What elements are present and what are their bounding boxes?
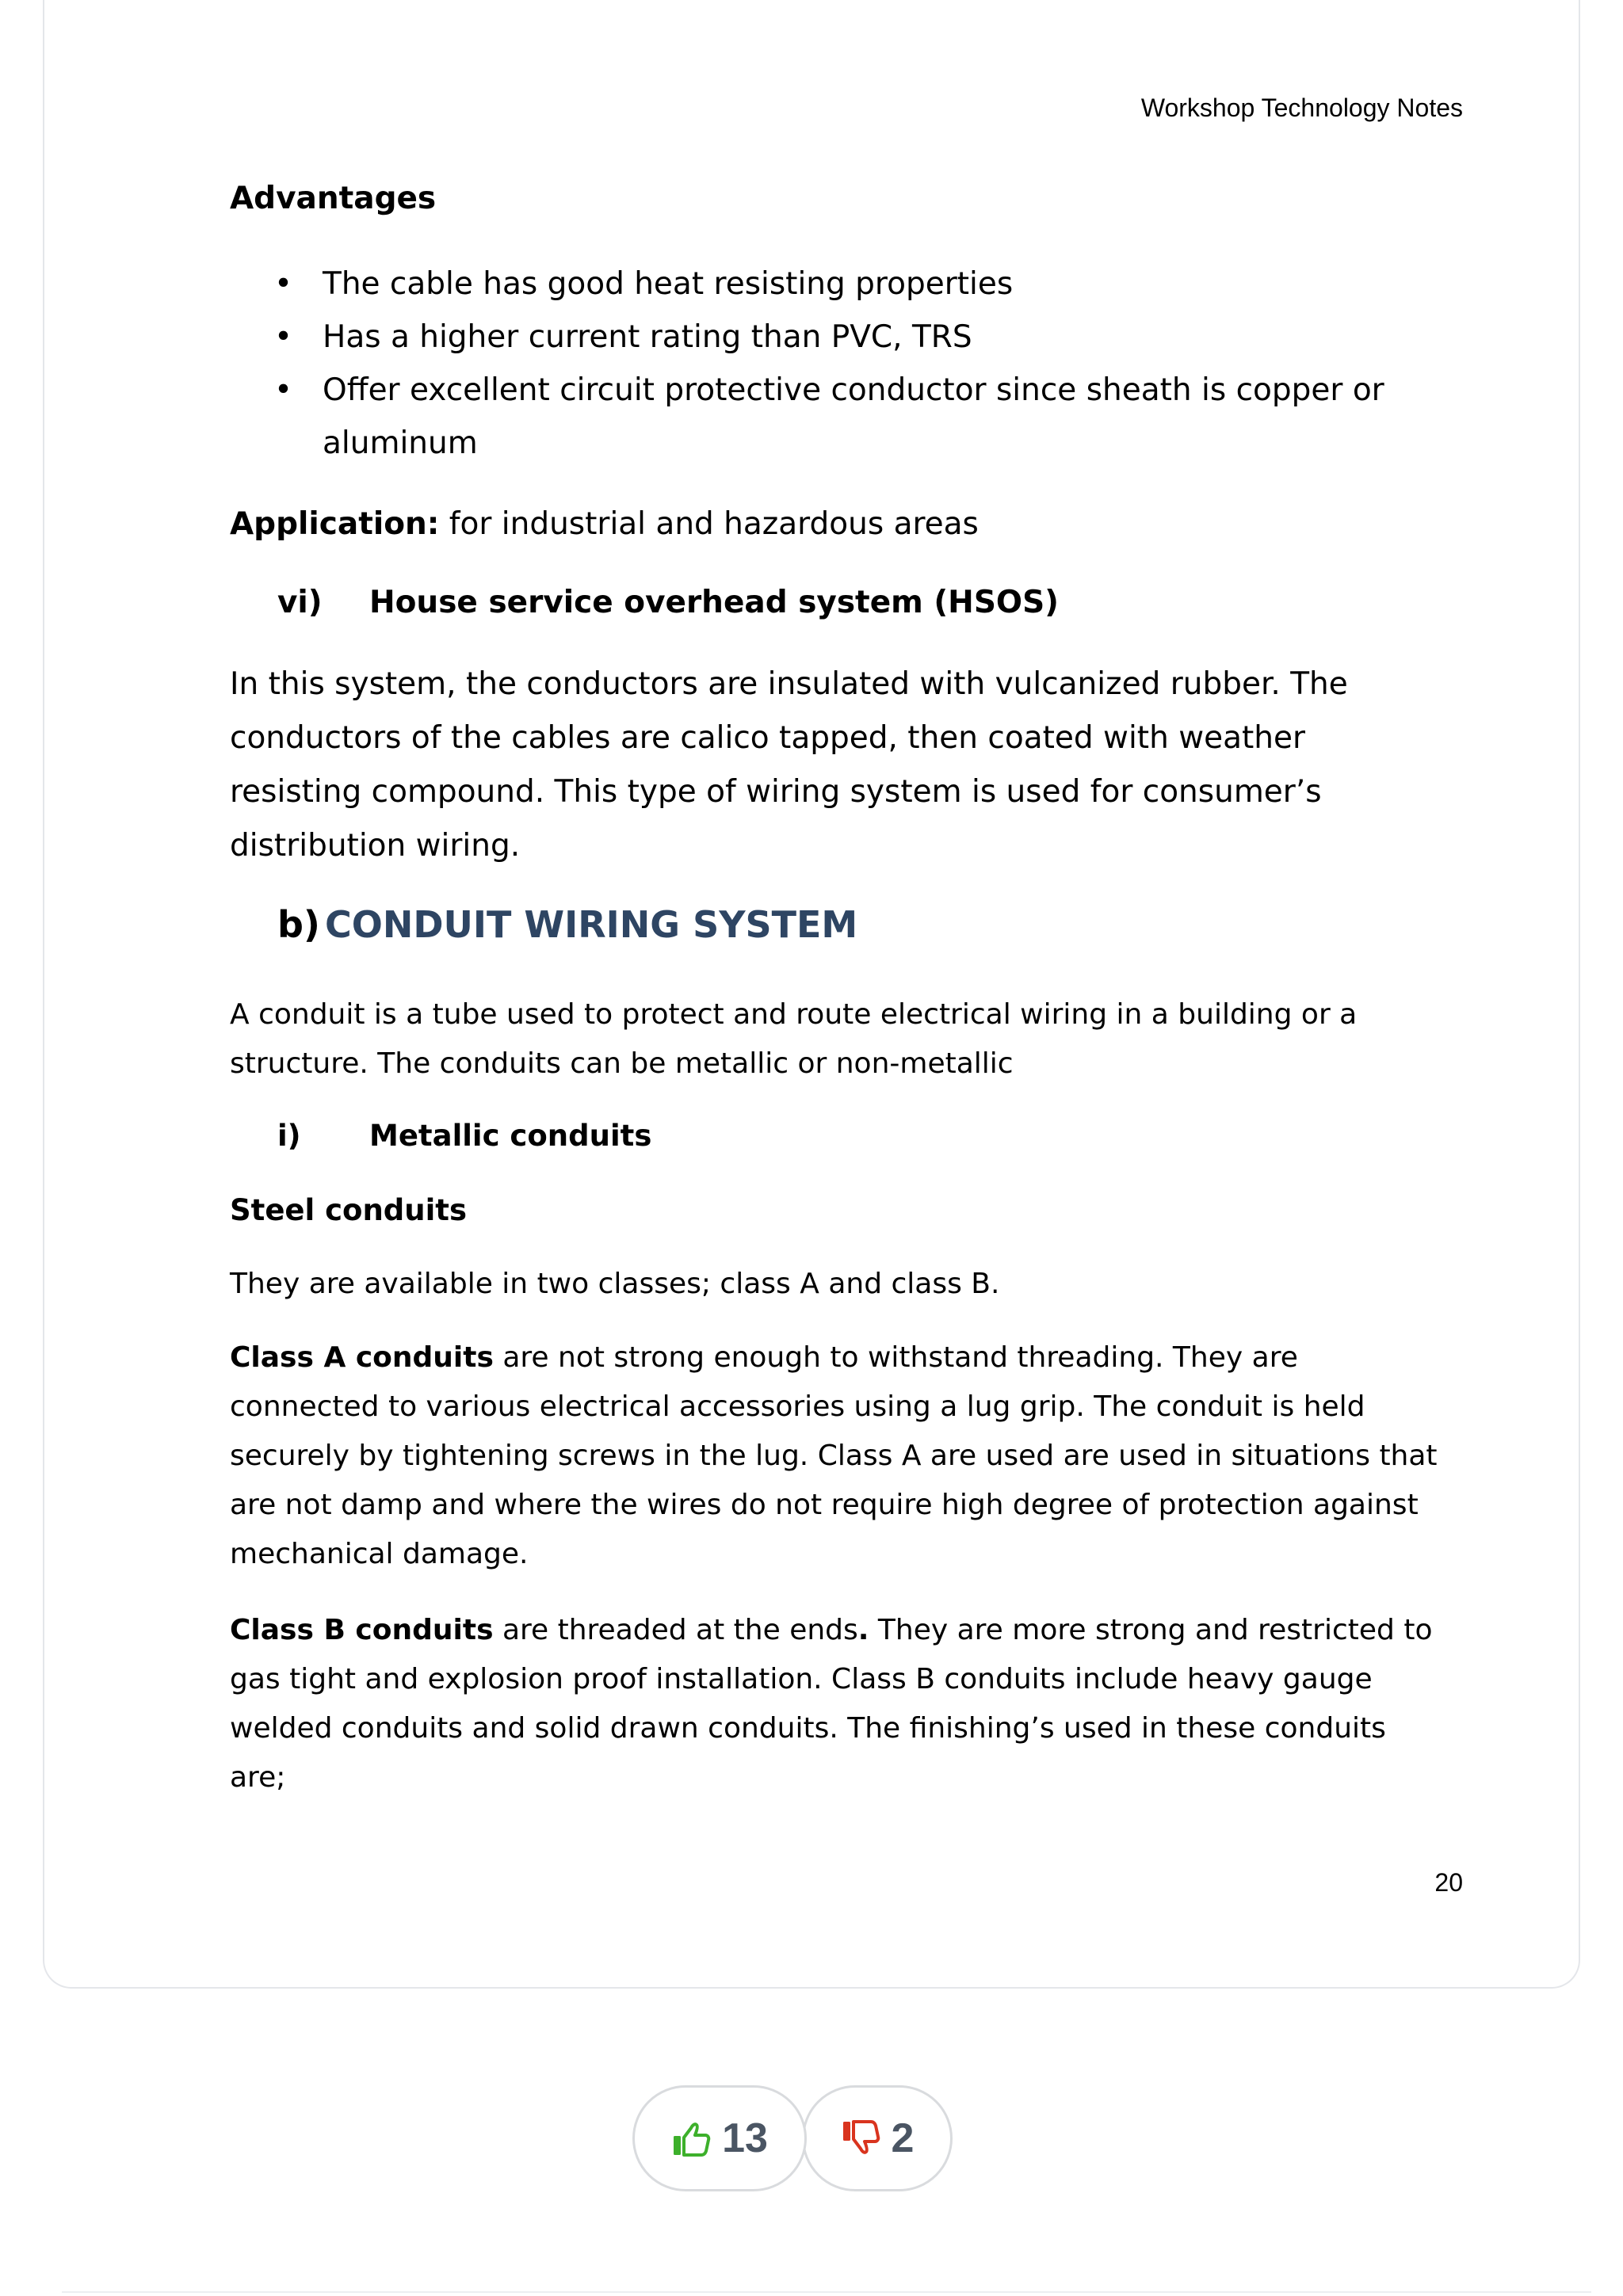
downvote-count: 2 [891, 2115, 915, 2161]
metallic-number: i) [277, 1119, 301, 1153]
vote-bar [632, 2085, 953, 2191]
paragraph-text: are threaded at the ends [493, 1614, 858, 1646]
hsos-paragraph [230, 658, 1348, 873]
page-number: 20 [1434, 1868, 1463, 1897]
upvote-button[interactable] [632, 2085, 807, 2191]
class-a-paragraph [230, 1333, 1438, 1579]
paragraph-line: mechanical damage. [230, 1538, 529, 1570]
paragraph-text: are not strong enough to withstand threading. They are [493, 1341, 1298, 1374]
list-item: • The cable has good heat resisting properties [230, 257, 1384, 311]
paragraph-line [230, 1606, 1432, 1655]
metallic-title: Metallic conduits [369, 1119, 652, 1153]
conduit-intro [230, 990, 1357, 1089]
thumbs-up-icon [671, 2119, 711, 2158]
list-item [230, 364, 1384, 470]
application-line [230, 498, 979, 551]
paragraph-line: welded conduits and solid drawn conduits. The finishing’s used in these conduits [230, 1712, 1386, 1745]
steel-conduits-heading: Steel conduits [230, 1193, 467, 1227]
paragraph-bold-dot: . [857, 1614, 869, 1646]
thumbs-down-icon [841, 2119, 880, 2158]
hsos-title: House service overhead system (HSOS) [369, 585, 1059, 620]
paragraph-line: A conduit is a tube used to protect and route electrical wiring in a building or a [230, 998, 1358, 1031]
metallic-conduits-heading [277, 1119, 651, 1153]
paragraph-line: distribution wiring. [230, 828, 521, 864]
class-a-label: Class A conduits [230, 1341, 494, 1374]
hsos-heading [277, 585, 1059, 620]
application-label: Application: [230, 506, 440, 542]
list-item-text-continued: aluminum [323, 425, 478, 461]
application-text: for industrial and hazardous areas [439, 506, 979, 542]
list-item: • Has a higher current rating than PVC, TRS [230, 311, 1384, 364]
running-header: Workshop Technology Notes [1140, 93, 1463, 122]
conduit-section-heading [277, 903, 857, 946]
paragraph-line: In this system, the conductors are insulated with vulcanized rubber. The [230, 666, 1348, 702]
paragraph-line: are not damp and where the wires do not require high degree of protection against [230, 1489, 1419, 1521]
upvote-count: 13 [722, 2115, 768, 2161]
conduit-section-letter: b) [277, 903, 320, 946]
paragraph-line: structure. The conduits can be metallic or non-metallic [230, 1047, 1014, 1080]
advantages-heading: Advantages [230, 181, 437, 216]
paragraph-line: connected to various electrical accessories using a lug grip. The conduit is held [230, 1390, 1365, 1423]
classes-paragraph: They are available in two classes; class A and class B. [230, 1268, 1000, 1300]
paragraph-line: resisting compound. This type of wiring system is used for consumer’s [230, 774, 1322, 810]
paragraph-line: conductors of the cables are calico tapped, then coated with weather [230, 720, 1306, 756]
conduit-section-title: CONDUIT WIRING SYSTEM [325, 903, 858, 946]
downvote-button[interactable] [802, 2085, 953, 2191]
paragraph-line: are; [230, 1761, 286, 1794]
paragraph-line: securely by tightening screws in the lug. Class A are used are used in situations that [230, 1440, 1438, 1472]
divider [62, 2291, 1591, 2293]
paragraph-text: They are more strong and restricted to [869, 1614, 1433, 1646]
document-page [43, 0, 1580, 1989]
class-b-paragraph [230, 1606, 1432, 1802]
advantages-list [230, 257, 1384, 470]
hsos-number: vi) [277, 585, 323, 620]
paragraph-line: gas tight and explosion proof installation. Class B conduits include heavy gauge [230, 1663, 1373, 1695]
list-item-text: Offer excellent circuit protective conductor since sheath is copper or [323, 372, 1384, 408]
paragraph-line [230, 1333, 1438, 1383]
class-b-label: Class B conduits [230, 1614, 494, 1646]
